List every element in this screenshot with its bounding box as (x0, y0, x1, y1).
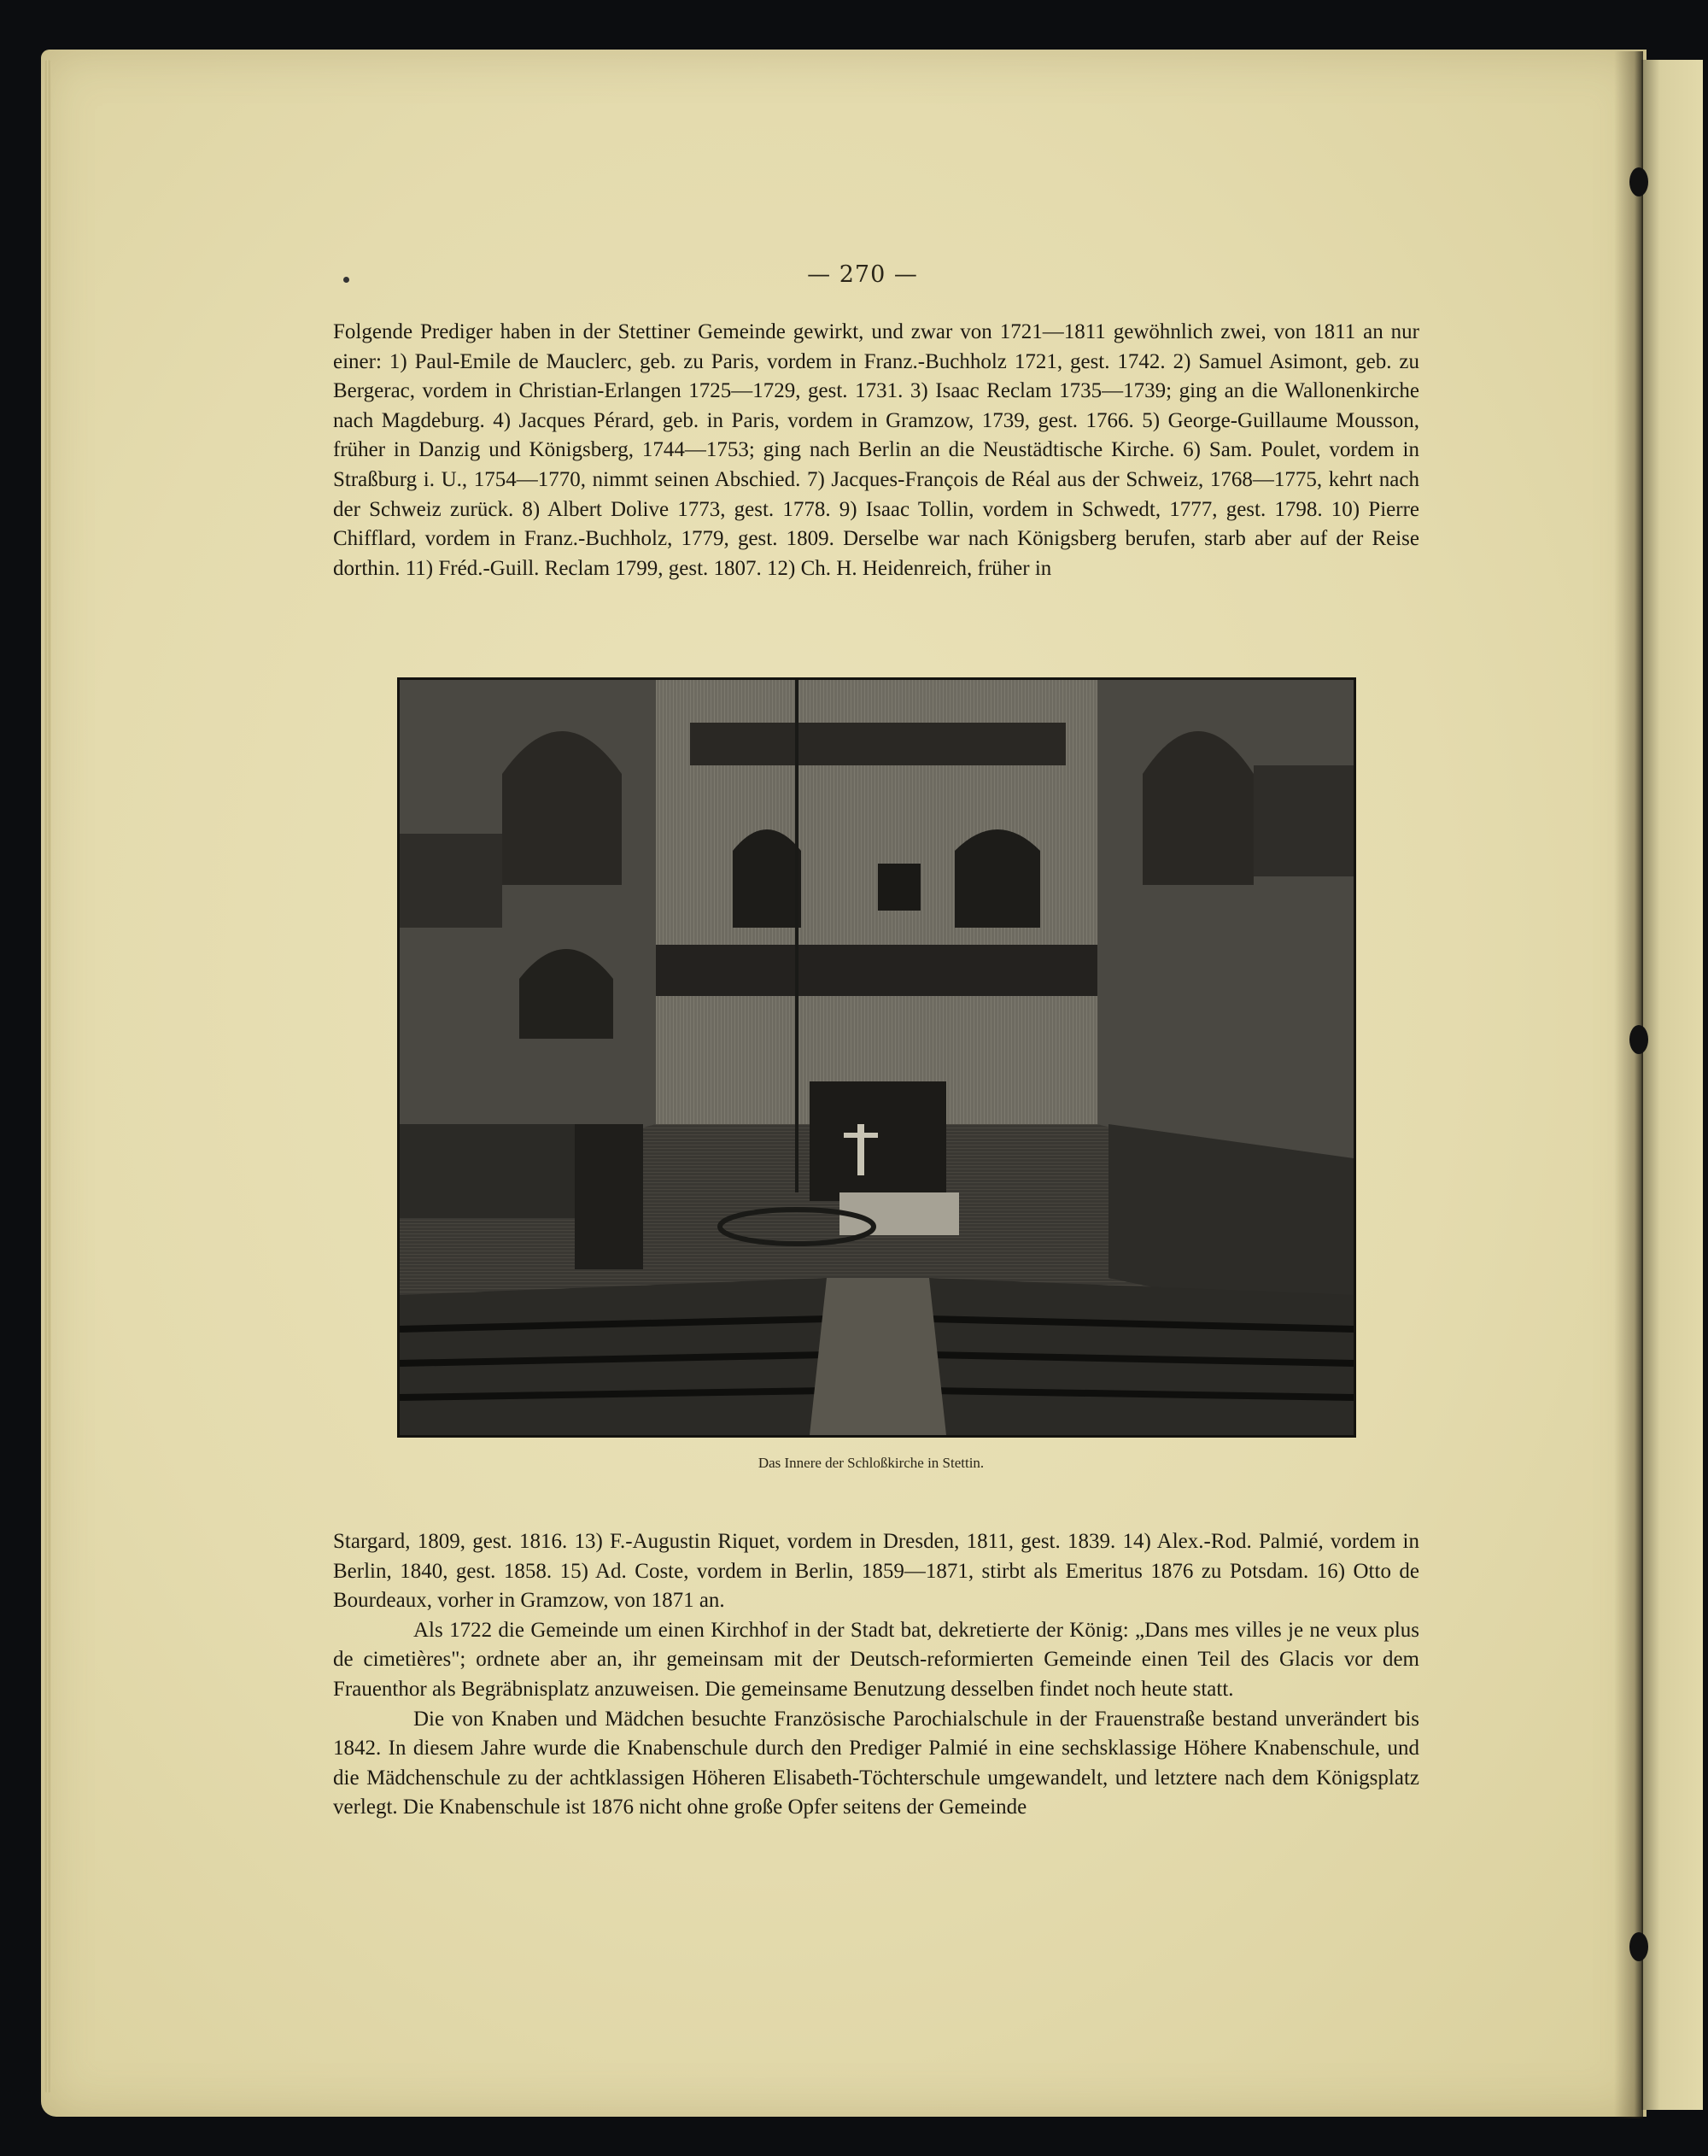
paragraph: Stargard, 1809, gest. 1816. 13) F.-Augustin Riquet, vordem in Dresden, 1811, gest. 1839. 14) Alex.-Rod. Palmié, vordem in Berlin, 1840, gest. 1858. 15) Ad. Coste, vordem in Berlin, 1859—1871, stirbt als Emeritus 1876 zu Potsdam. 16) Otto de Bourdeaux, vorher in Gramzow, von 1871 an. (333, 1530, 1419, 1613)
page-number: — 270 — (807, 261, 918, 288)
binding-stitch (1629, 167, 1648, 196)
binding-stitch (1629, 1025, 1648, 1054)
facing-page-edge (1641, 60, 1703, 2110)
preacher-list-top (333, 318, 1419, 583)
paragraph: Folgende Prediger haben in der Stettiner Gemeinde gewirkt, und zwar von 1721—1811 gewöhnlich zwei, von 1811 an nur einer: 1) Paul-Emile de Mauclerc, geb. zu Paris, vordem in Franz.-Buchholz 1721, gest. 1742. 2) Samuel Asimont, geb. zu Bergerac, vordem in Christian-Erlangen 1725—1729, gest. 1731. 3) Isaac Reclam 1735—1739; ging an die Wallonenkirche nach Magdeburg. 4) Jacques Pérard, geb. in Paris, vordem in Gramzow, 1739, gest. 1766. 5) George-Guillaume Mousson, früher in Danzig und Königsberg, 1744—1753; ging nach Berlin an die Neustädtische Kirche. 6) Sam. Poulet, vordem in Straßburg i. U., 1754—1770, nimmt seinen Abschied. 7) Jacques-François de Réal aus der Schweiz, 1768—1775, kehrt nach der Schweiz zurück. 8) Albert Dolive 1773, gest. 1778. 9) Isaac Tollin, vordem in Schwedt, 1777, gest. 1798. 10) Pierre Chifflard, vordem in Franz.-Buchholz, 1779, gest. 1809. Derselbe war nach Königsberg berufen, starb aber auf der Reise dorthin. 11) Fréd.-Guill. Reclam 1799, gest. 1807. 12) Ch. H. Heidenreich, früher in (333, 320, 1419, 580)
page-stack-edge (44, 60, 51, 2093)
paragraph: Als 1722 die Gemeinde um einen Kirchhof in der Stadt bat, dekretierte der König: „Dans mes villes je ne veux plus de cimetières"; ordnete aber an, ihr gemeinsam mit der Deutsch-reformierten Gemeinde einen Teil des Glacis vor dem Frauenthor als Begräbnisplatz anzuweisen. Die gemeinsame Benutzung desselben findet noch heute statt. (333, 1618, 1419, 1701)
church-interior-illustration (397, 677, 1356, 1438)
binding-stitch (1629, 1932, 1648, 1961)
paragraph: Die von Knaben und Mädchen besuchte Französische Parochialschule in der Frauenstraße bestand unverändert bis 1842. In diesem Jahre wurde die Knabenschule durch den Prediger Palmié in eine sechsklassige Höhere Knabenschule, und die Mädchenschule zu der achtklassigen Höheren Elisabeth-Töchterschule umgewandelt, und letztere nach dem Königsplatz verlegt. Die Knabenschule ist 1876 nicht ohne große Opfer seitens der Gemeinde (333, 1707, 1419, 1819)
binding-fold (1614, 51, 1643, 2118)
figure-caption: Das Innere der Schloßkirche in Stettin. (757, 1455, 985, 1471)
preacher-list-bottom (333, 1527, 1419, 1823)
page-mark (343, 277, 349, 283)
